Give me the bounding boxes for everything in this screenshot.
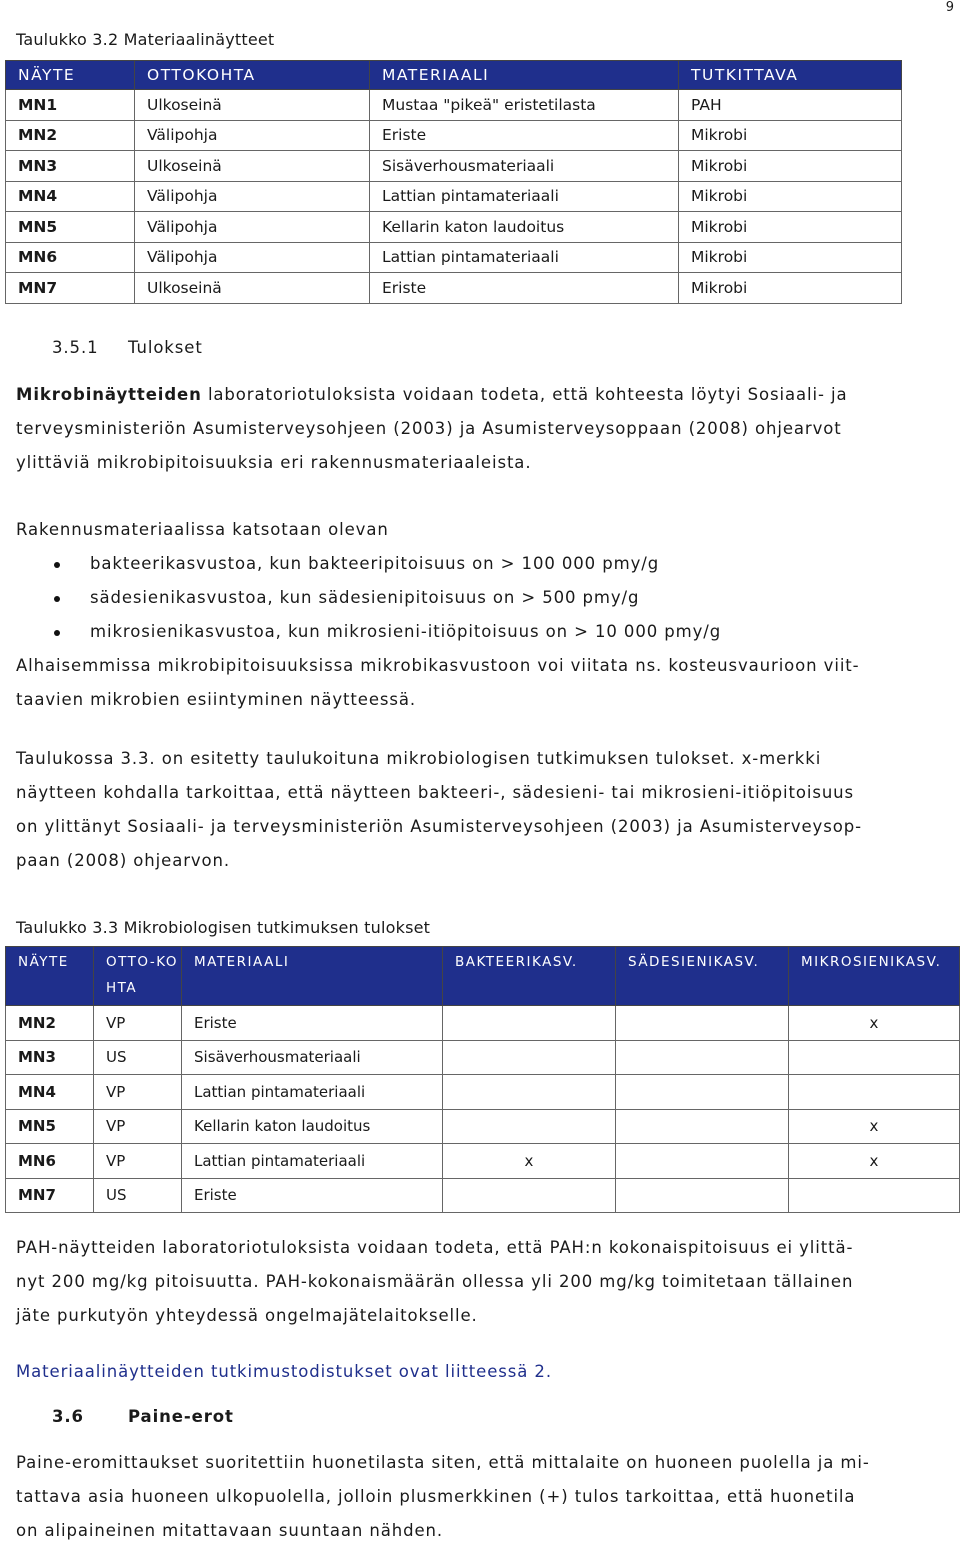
section-number: 3.6 — [52, 1407, 84, 1426]
table1-caption: Taulukko 3.2 Materiaalinäytteet — [16, 30, 275, 49]
paragraph-lower-concentrations — [16, 649, 916, 717]
cell-material: Eriste — [182, 1006, 443, 1041]
cell-bacteria: x — [443, 1144, 616, 1179]
materials-table — [5, 60, 902, 304]
cell-location: Välipohja — [135, 212, 370, 243]
text-line: nyt 200 mg/kg pitoisuutta. PAH-kokonaismäärän ollessa yli 200 mg/kg toimitetaan tällainen — [16, 1272, 854, 1291]
paragraph-microbe-results — [16, 378, 916, 480]
cell-actinomycetes — [616, 1109, 789, 1144]
list-item — [52, 547, 721, 581]
cell-location: VP — [94, 1109, 182, 1144]
text-line: ylittäviä mikrobipitoisuuksia eri rakennusmateriaaleista. — [16, 453, 532, 472]
cell-analysis: PAH — [679, 90, 902, 121]
table-row — [6, 1006, 960, 1041]
table-row — [6, 90, 902, 121]
table2-caption: Taulukko 3.3 Mikrobiologisen tutkimuksen tulokset — [16, 918, 431, 937]
text-line: Alhaisemmissa mikrobipitoisuuksissa mikrobikasvustoon voi viitata ns. kosteusvaurioon viit- — [16, 656, 860, 675]
table-row — [6, 181, 902, 212]
cell-material: Kellarin katon laudoitus — [370, 212, 679, 243]
col-header-sample: NÄYTE — [6, 61, 135, 90]
text-line: on alipaineinen mitattavaan suuntaan nähden. — [16, 1521, 444, 1540]
cell-bacteria — [443, 1075, 616, 1110]
cell-location: Välipohja — [135, 242, 370, 273]
cell-sample: MN5 — [6, 1109, 94, 1144]
cell-fungi — [789, 1075, 960, 1110]
cell-material: Eriste — [370, 273, 679, 304]
cell-material: Kellarin katon laudoitus — [182, 1109, 443, 1144]
cell-actinomycetes — [616, 1075, 789, 1110]
cell-material: Lattian pintamateriaali — [370, 181, 679, 212]
list-item-text: mikrosienikasvustoa, kun mikrosieni-itiöpitoisuus on > 10 000 pmy/g — [90, 622, 722, 641]
table-row — [6, 120, 902, 151]
cell-actinomycetes — [616, 1040, 789, 1075]
table-row — [6, 1109, 960, 1144]
text-line: PAH-näytteiden laboratoriotuloksista voidaan todeta, että PAH:n kokonaispitoisuus ei ylittä- — [16, 1238, 854, 1257]
paragraph-appendix-reference: Materiaalinäytteiden tutkimustodistukset ovat liitteessä 2. — [16, 1362, 552, 1381]
cell-location: Ulkoseinä — [135, 90, 370, 121]
cell-sample: MN6 — [6, 242, 135, 273]
paragraph-pressure-measurement — [16, 1446, 916, 1548]
threshold-list — [52, 547, 721, 649]
cell-location: Ulkoseinä — [135, 273, 370, 304]
cell-sample: MN2 — [6, 120, 135, 151]
table-header-row — [6, 61, 902, 90]
cell-analysis: Mikrobi — [679, 120, 902, 151]
col-header-sample: NÄYTE — [6, 947, 94, 1006]
microbiology-results-table — [5, 946, 960, 1213]
col-header-actinomycetes: SÄDESIENIKASV. — [616, 947, 789, 1006]
table-row — [6, 151, 902, 182]
cell-location: VP — [94, 1075, 182, 1110]
cell-analysis: Mikrobi — [679, 181, 902, 212]
cell-location: Välipohja — [135, 181, 370, 212]
cell-actinomycetes — [616, 1144, 789, 1179]
cell-location: VP — [94, 1006, 182, 1041]
table-row — [6, 212, 902, 243]
cell-bacteria — [443, 1006, 616, 1041]
cell-analysis: Mikrobi — [679, 151, 902, 182]
cell-sample: MN3 — [6, 1040, 94, 1075]
cell-location: US — [94, 1040, 182, 1075]
cell-bacteria — [443, 1040, 616, 1075]
cell-material: Eriste — [370, 120, 679, 151]
cell-location: Ulkoseinä — [135, 151, 370, 182]
page-number: 9 — [945, 0, 954, 15]
col-header-location: OTTOKOHTA — [135, 61, 370, 90]
cell-bacteria — [443, 1178, 616, 1213]
table-row — [6, 273, 902, 304]
cell-fungi — [789, 1040, 960, 1075]
list-item — [52, 581, 721, 615]
section-title: Paine-erot — [128, 1407, 234, 1426]
cell-actinomycetes — [616, 1006, 789, 1041]
cell-analysis: Mikrobi — [679, 212, 902, 243]
cell-sample: MN6 — [6, 1144, 94, 1179]
cell-material: Eriste — [182, 1178, 443, 1213]
cell-fungi: x — [789, 1006, 960, 1041]
section-heading-351 — [52, 338, 203, 357]
cell-material: Lattian pintamateriaali — [182, 1144, 443, 1179]
cell-location: VP — [94, 1144, 182, 1179]
text-line: tattava asia huoneen ulkopuolella, jolloin plusmerkkinen (+) tulos tarkoittaa, että huonetila — [16, 1487, 856, 1506]
cell-location: Välipohja — [135, 120, 370, 151]
cell-bacteria — [443, 1109, 616, 1144]
cell-actinomycetes — [616, 1178, 789, 1213]
cell-sample: MN4 — [6, 1075, 94, 1110]
cell-analysis: Mikrobi — [679, 242, 902, 273]
text-line: näytteen kohdalla tarkoittaa, että näytteen bakteeri-, sädesieni- tai mikrosieni-itiöpitoisuus — [16, 783, 855, 802]
section-heading-36 — [52, 1407, 234, 1426]
table-row — [6, 1144, 960, 1179]
col-header-fungi: MIKROSIENIKASV. — [789, 947, 960, 1006]
table-row — [6, 242, 902, 273]
table-row — [6, 1040, 960, 1075]
cell-fungi — [789, 1178, 960, 1213]
cell-sample: MN5 — [6, 212, 135, 243]
table-header-row — [6, 947, 960, 1006]
table-row — [6, 1075, 960, 1110]
list-item — [52, 615, 721, 649]
text-line: laboratoriotuloksista voidaan todeta, että kohteesta löytyi Sosiaali- ja — [201, 385, 848, 404]
cell-fungi: x — [789, 1144, 960, 1179]
cell-location: US — [94, 1178, 182, 1213]
text-line: taavien mikrobien esiintyminen näytteessä. — [16, 690, 417, 709]
cell-material: Sisäverhousmateriaali — [182, 1040, 443, 1075]
text-line: Taulukossa 3.3. on esitetty taulukoituna mikrobiologisen tutkimuksen tulokset. x-merkki — [16, 749, 822, 768]
text-line: jäte purkutyön yhteydessä ongelmajätelaitokselle. — [16, 1306, 478, 1325]
cell-sample: MN7 — [6, 1178, 94, 1213]
cell-sample: MN3 — [6, 151, 135, 182]
text-line: on ylittänyt Sosiaali- ja terveysministeriön Asumisterveysohjeen (2003) ja Asumisterveysop- — [16, 817, 862, 836]
text-line: Paine-eromittaukset suoritettiin huonetilasta siten, että mittalaite on huoneen puolella ja mi- — [16, 1453, 870, 1472]
col-header-material: MATERIAALI — [182, 947, 443, 1006]
text-line: paan (2008) ohjearvon. — [16, 851, 231, 870]
col-header-material: MATERIAALI — [370, 61, 679, 90]
cell-sample: MN1 — [6, 90, 135, 121]
cell-fungi: x — [789, 1109, 960, 1144]
table-row — [6, 1178, 960, 1213]
text-line: terveysministeriön Asumisterveysohjeen (2003) ja Asumisterveysoppaan (2008) ohjearvot — [16, 419, 842, 438]
bold-lead: Mikrobinäytteiden — [16, 385, 202, 404]
col-header-analysis: TUTKITTAVA — [679, 61, 902, 90]
paragraph-intro: Rakennusmateriaalissa katsotaan olevan — [16, 520, 389, 539]
col-header-location: OTTO-KOHTA — [94, 947, 182, 1006]
cell-sample: MN4 — [6, 181, 135, 212]
section-number: 3.5.1 — [52, 338, 99, 357]
col-header-bacteria: BAKTEERIKASV. — [443, 947, 616, 1006]
paragraph-table-explanation — [16, 742, 916, 878]
cell-sample: MN2 — [6, 1006, 94, 1041]
cell-sample: MN7 — [6, 273, 135, 304]
section-title: Tulokset — [128, 338, 203, 357]
paragraph-pah-results — [16, 1231, 916, 1333]
cell-material: Lattian pintamateriaali — [370, 242, 679, 273]
bullet-icon — [54, 630, 60, 636]
list-item-text: bakteerikasvustoa, kun bakteeripitoisuus on > 100 000 pmy/g — [90, 554, 660, 573]
cell-analysis: Mikrobi — [679, 273, 902, 304]
bullet-icon — [54, 562, 60, 568]
cell-material: Sisäverhousmateriaali — [370, 151, 679, 182]
bullet-icon — [54, 596, 60, 602]
cell-material: Mustaa "pikeä" eristetilasta — [370, 90, 679, 121]
cell-material: Lattian pintamateriaali — [182, 1075, 443, 1110]
list-item-text: sädesienikasvustoa, kun sädesienipitoisuus on > 500 pmy/g — [90, 588, 640, 607]
